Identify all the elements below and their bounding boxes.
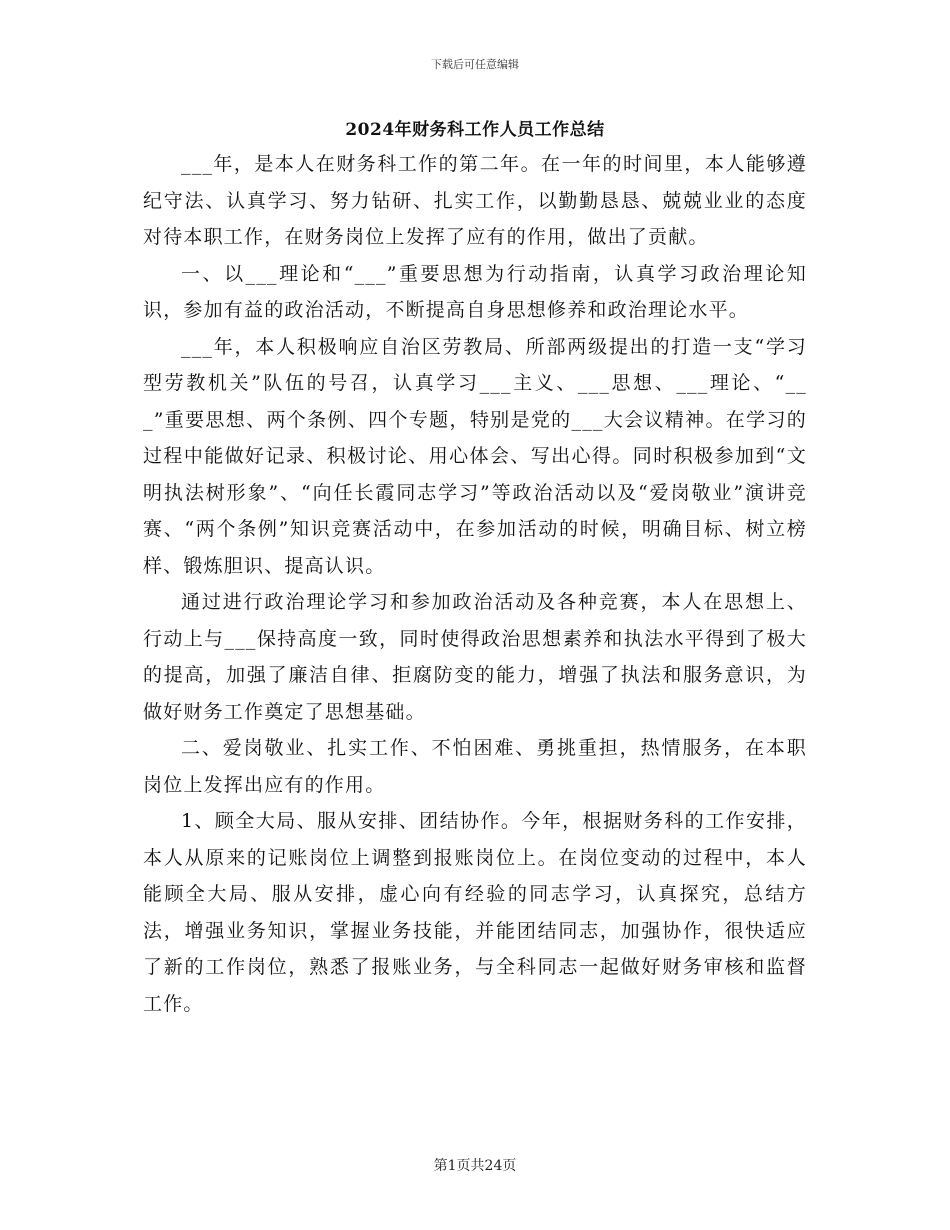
paragraph: 通过进行政治理论学习和参加政治活动及各种竞赛，本人在思想上、行动上与___保持高度一致，同时使得政治思想素养和执法水平得到了极大的提高，加强了廉洁自律、拒腐防变的能力，增强了执法和服务意识，为做好财务工作奠定了思想基础。 (143, 591, 807, 723)
paragraph: 二、爱岗敬业、扎实工作、不怕困难、勇挑重担，热情服务，在本职岗位上发挥出应有的作用。 (143, 737, 807, 796)
paragraph: ___年，是本人在财务科工作的第二年。在一年的时间里，本人能够遵纪守法、认真学习、努力钻研、扎实工作，以勤勤恳恳、兢兢业业的态度对待本职工作，在财务岗位上发挥了应有的作用，做出了贡献。 (143, 153, 807, 248)
document-body (143, 146, 807, 1022)
header-note: 下载后可任意编辑 (431, 58, 519, 71)
paragraph: 一、以___理论和“___”重要思想为行动指南，认真学习政治理论知识，参加有益的政治活动，不断提高自身思想修养和政治理论水平。 (143, 262, 807, 321)
paragraph: 1、顾全大局、服从安排、团结协作。今年，根据财务科的工作安排，本人从原来的记账岗位上调整到报账岗位上。在岗位变动的过程中，本人能顾全大局、服从安排，虚心向有经验的同志学习，认真探究，总结方法，增强业务知识，掌握业务技能，并能团结同志，加强协作，很快适应了新的工作岗位，熟悉了报账业务，与全科同志一起做好财务审核和监督工作。 (143, 810, 807, 1015)
document-title: 2024年财务科工作人员工作总结 (345, 120, 605, 140)
paragraph: ___年，本人积极响应自治区劳教局、所部两级提出的打造一支“学习型劳教机关”队伍的号召，认真学习___主义、___思想、___理论、“___”重要思想、两个条例、四个专题，特别是党的___大会议精神。在学习的过程中能做好记录、积极讨论、用心体会、写出心得。同时积极参加到“文明执法树形象”、“向任长霞同志学习”等政治活动以及“爱岗敬业”演讲竞赛、“两个条例”知识竞赛活动中，在参加活动的时候，明确目标、树立榜样、锻炼胆识、提高认识。 (143, 335, 807, 577)
page-footer: 第1页共24页 (433, 1158, 517, 1174)
